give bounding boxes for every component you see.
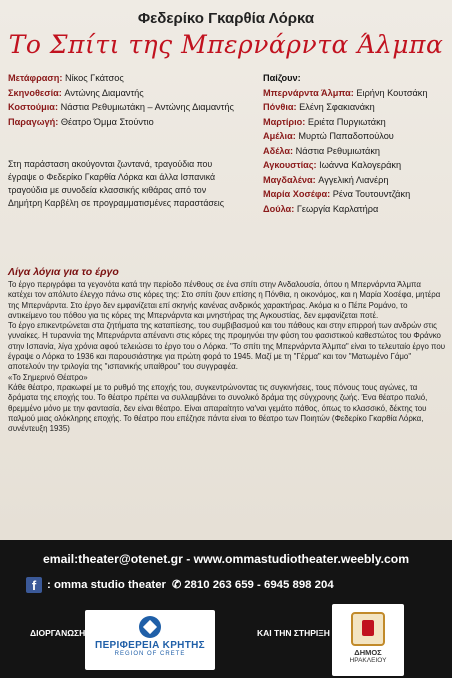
credit-value: Νίκος Γκάτσος <box>64 73 124 83</box>
cast-actor: Νάστια Ρεθυμιωτάκη <box>295 145 381 156</box>
about-heading: Λίγα λόγια για το έργο <box>8 266 119 278</box>
music-note: Στη παράσταση ακούγονται ζωντανά, τραγούδια που έγραψε ο Φεδερίκο Γκαρθία Λόρκα και άλλα Ισπανικά τραγούδια με συνοδεία κλασσικής κιθάρας από τον Δημήτρη Καρβέλη σε προγραμματισμένες παραστάσεις <box>8 159 224 208</box>
phone-numbers: 2810 263 659 - 6945 898 204 <box>184 579 334 592</box>
cast-actor: Ιωάννα Καλογεράκη <box>319 160 402 170</box>
cast-actor: Ρένα Τουτουντζάκη <box>332 189 411 199</box>
region-crete-logo <box>85 610 215 670</box>
credit-row <box>8 115 258 130</box>
cast-actor: Γεωργία Καρλατήρα <box>296 203 379 214</box>
facebook-icon[interactable]: f <box>26 577 42 593</box>
cast-heading: Παίζουν: <box>263 73 301 83</box>
cast-row <box>263 100 448 115</box>
author-name: Φεδερίκο Γκαρθία Λόρκα <box>137 10 315 27</box>
about-quote-title: «Το Σημερινό Θέατρο» <box>8 372 88 382</box>
cast-colon: : <box>292 131 299 141</box>
cast-colon: : <box>302 116 308 127</box>
cast-row <box>263 144 448 159</box>
cast-actor: Ελένη Σφακιανάκη <box>299 102 375 112</box>
cast-actor: Μυρτώ Παπαδοπούλου <box>298 131 394 141</box>
cast-role: Αδέλα <box>263 145 290 156</box>
cast-role: Δούλα <box>263 203 292 214</box>
about-text <box>8 280 446 434</box>
credit-row <box>8 71 258 86</box>
about-paragraph: Κάθε θέατρο, πρακωφεί με το ρυθμό της εποχής του, συγκεντρώνοντας τις συγκινήσεις, τους πόνους τους αγώνες, τα δράματα της εποχής του. Το θέατρο πρέπει να συλλαμβάνει το συνολικό δράμα της σύγχρονης ζωής. Ένα θέατρο παλιό, θρεμμένο μόνο με την φαντασία, δεν είναι θέατρο. Είναι απαραίτητο να'ναι γεμάτο πάθος, όπως το κλασσικό, δέκτης του παλμού μιας ολόκληρης εποχής. Το θέατρο που επέζησε πάντα είναι το θέατρο των Ποιητών (Φεδερίκο Γκαρθία Λόρκα, συνέντευξη 1935) <box>8 382 428 434</box>
organizer-label: ΔΙΟΡΓΑΝΩΣΗ <box>30 628 86 638</box>
cast-row <box>263 86 448 101</box>
region-emblem-icon <box>139 616 161 638</box>
cast-row <box>263 129 448 144</box>
credit-label: Κοστούμια <box>8 102 55 112</box>
credit-colon: : <box>59 73 65 83</box>
credit-value: Νάστια Ρεθυμιωτάκη – Αντώνης Διαμαντής <box>60 102 234 112</box>
cast-role: Αμέλια <box>263 131 293 141</box>
cast-row <box>263 202 448 217</box>
region-name: ΠΕΡΙΦΕΡΕΙΑ ΚΡΗΤΗΣ <box>95 640 205 651</box>
credit-colon: : <box>54 102 61 112</box>
credit-value: Αντώνης Διαμαντής <box>64 87 144 98</box>
credits-list <box>8 71 258 129</box>
cast-role: Μαρτίριο <box>263 116 303 127</box>
credit-colon: : <box>55 116 61 127</box>
cast-actor: Ειρήνη Κουτσάκη <box>356 87 428 98</box>
play-title: Το Σπίτι της Μπερνάρντα Άλμπα <box>8 30 444 59</box>
credit-colon: : <box>58 87 65 98</box>
cast-actor: Αγγελική Λιανέρη <box>318 174 389 185</box>
credit-label: Σκηνοθεσία <box>8 87 59 98</box>
support-label: ΚΑΙ ΤΗΝ ΣΤΗΡΙΞΗ <box>257 628 330 638</box>
cast-row <box>263 158 448 173</box>
credit-row <box>8 100 258 115</box>
cast-colon: : <box>313 160 320 170</box>
credit-label: Μετάφραση <box>8 73 60 83</box>
cast-row <box>263 187 448 202</box>
contact-email-line[interactable]: email:theater@otenet.gr - www.ommastudiotheater.weebly.com <box>42 552 410 566</box>
about-paragraph: Το έργο περιγράφει τα γεγονότα κατά την περίοδο πένθους σε ένα σπίτι στην Ανδαλουσία, όπου η Μπερνάρντα Άλμπα κατέχει τον απόλυτο έλεγχο πάνω στις κόρες της: Στο σπίτι ζουν επίσης η Πόνθια, η οικονόμος, και η Μαρία Χοσέφα, μητέρα της Μπερνάρντα. Στο έργο δεν εμφανίζεται επί σκηνής κανένας ανδρικός χαρακτήρας. Ακόμα κι ο Πέπε Ρομάνο, το αντικείμενο του πόθου για τις κόρες της Μπερνάρντα και μνηστήρας της Αγκουστίας, δεν εμφανίζεται ποτέ. <box>8 280 441 320</box>
credit-row <box>8 86 258 101</box>
municipality-city: ΗΡΑΚΛΕΙΟΥ <box>349 657 387 664</box>
about-paragraph: Το έργο επικεντρώνεται στα ζητήματα της καταπίεσης, του συμβιβασμού και του πάθους και στην επιρροή των ανδρών στις γυναίκες. Η τυραννία της Μπερνάρντα απέναντι στις κόρες της προμηνύει την φύση του φασιστικού καθεστώτος του Φράνκο στην Ισπανία, λίγα χρόνια αφού τελειώσει το έργο του ο Λόρκα. "Το σπίτι της Μπερνάρντα Άλμπα" είναι το τελευταίο έργο που έγραψε ο Λόρκα το 1936 και παρουσιάστηκε για πρώτη φορά το 1945. Μαζί με τη "Γέρμα" και τον "Ματωμένο Γάμο" αποτελούν την τριλογία της "ισπανικής υπαίθρου" του συγγραφέα. <box>8 321 446 372</box>
phone-icon: ✆ <box>171 579 182 592</box>
cast-role: Μαγδαλένα <box>263 174 313 185</box>
cast-colon: : <box>291 203 297 214</box>
cast-role: Αγκουστίας <box>263 160 314 170</box>
credit-value: Θέατρο Όμμα Στούντιο <box>60 116 154 127</box>
cast-role: Πόνθια <box>263 102 294 112</box>
cast-role: Μαρία Χοσέφα <box>263 189 328 199</box>
cast-colon: : <box>350 87 357 98</box>
cast-actor: Εριέτα Πυργιωτάκη <box>307 116 386 127</box>
region-subtitle: REGION OF CRETE <box>114 651 186 657</box>
cast-row <box>263 173 448 188</box>
cast-colon: : <box>293 102 300 112</box>
cast-role: Μπερνάρντα Άλμπα <box>263 87 351 98</box>
municipality-emblem-icon <box>351 612 385 646</box>
cast-colon: : <box>312 174 319 185</box>
municipality-logo <box>332 604 404 676</box>
municipality-name: ΔΗΜΟΣ <box>354 648 382 657</box>
cast-colon: : <box>327 189 333 199</box>
cast-list <box>263 71 448 216</box>
credit-label: Παραγωγή <box>8 116 56 127</box>
facebook-page[interactable]: : omma studio theater <box>47 579 166 592</box>
cast-row <box>263 115 448 130</box>
contact-social-line <box>26 577 446 593</box>
cast-colon: : <box>290 145 296 156</box>
